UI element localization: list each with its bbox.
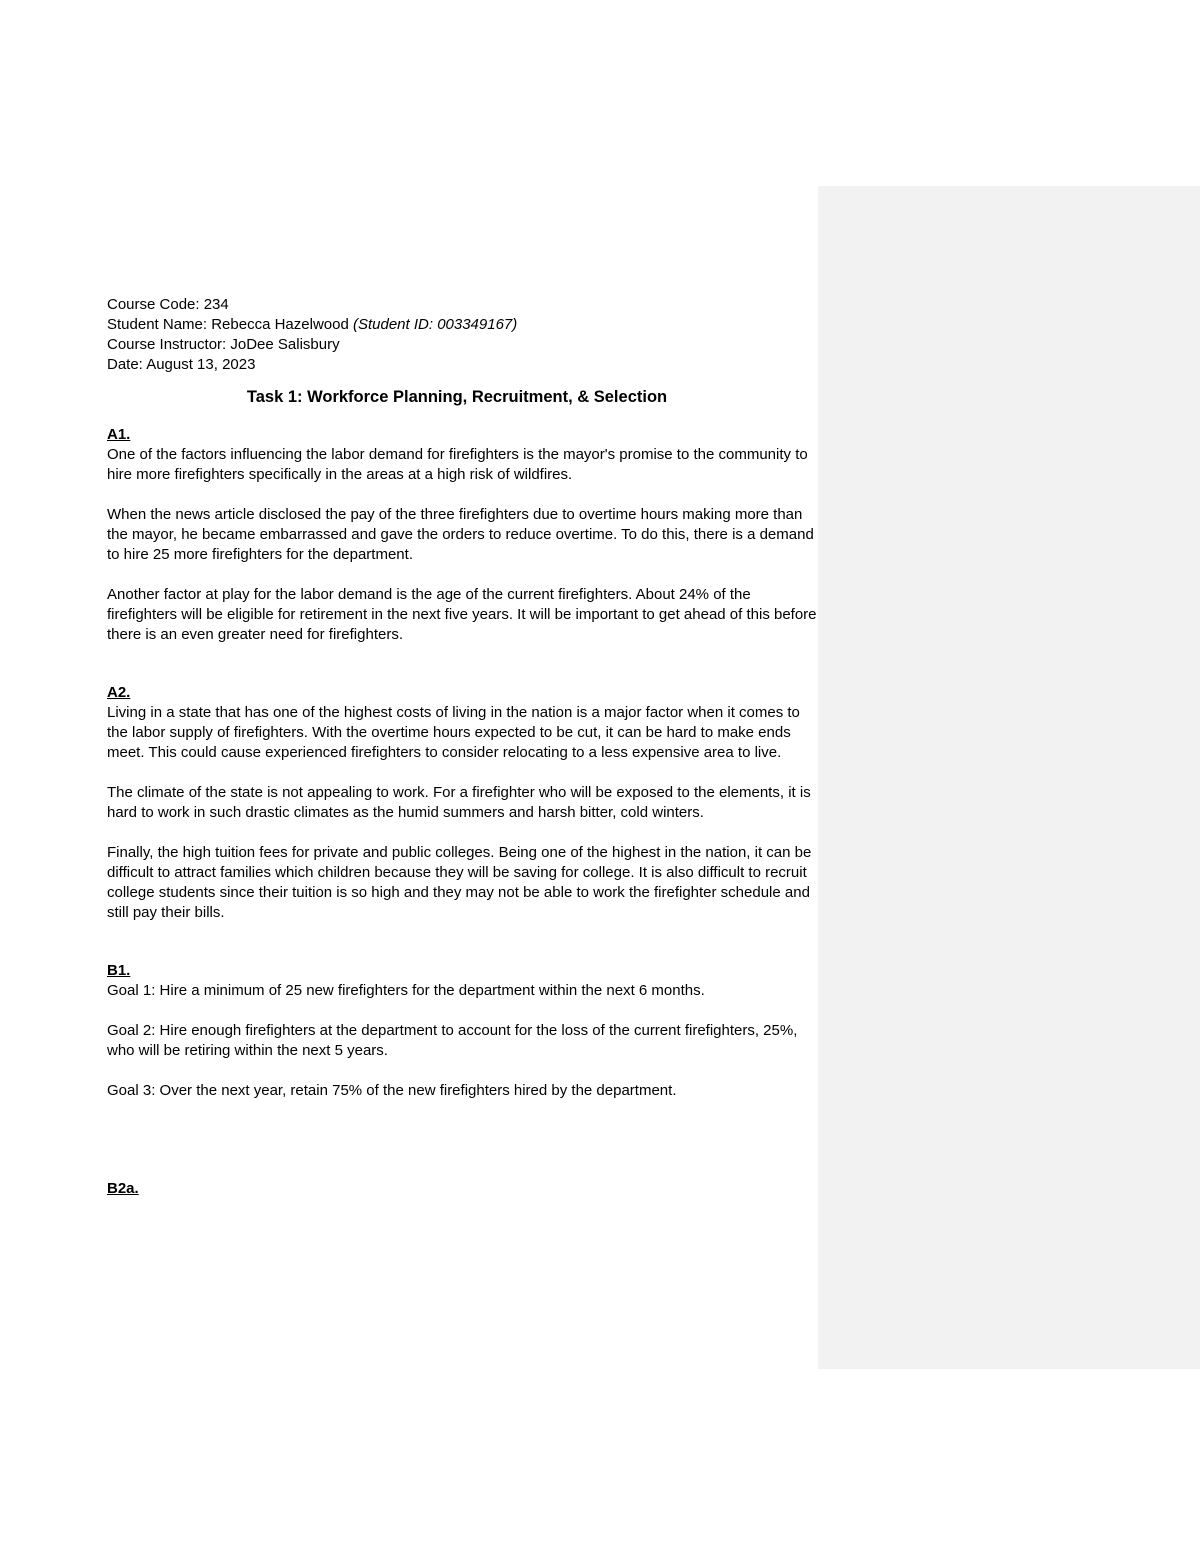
a1-paragraph-2: When the news article disclosed the pay of the three firefighters due to overtime hours making more than the mayor, he became embarrassed and gave the orders to reduce overtime. To do this, there is a demand to hire 25 more firefighters for the department. (107, 506, 814, 563)
b1-goal-2: Goal 2: Hire enough firefighters at the department to account for the loss of the current firefighters, 25%, who will be retiring within the next 5 years. (107, 1022, 798, 1059)
course-code: Course Code: 234 (107, 296, 229, 313)
document-date: Date: August 13, 2023 (107, 356, 256, 373)
document-title: Task 1: Workforce Planning, Recruitment, & Selection (246, 388, 668, 406)
b1-goal-1: Goal 1: Hire a minimum of 25 new firefighters for the department within the next 6 months. (107, 982, 705, 999)
course-instructor: Course Instructor: JoDee Salisbury (107, 336, 340, 353)
section-heading-b2a: B2a. (107, 1180, 139, 1197)
comment-pane (818, 186, 1200, 1369)
document-body (107, 295, 817, 1199)
a2-paragraph-3: Finally, the high tuition fees for private and public colleges. Being one of the highest in the nation, it can be difficult to attract families which children because they will be saving for college. It is also difficult to recruit college students since their tuition is so high and they may not be able to work the firefighter schedule and still pay their bills. (107, 844, 812, 921)
section-heading-a1: A1. (107, 426, 131, 443)
a2-paragraph-2: The climate of the state is not appealing to work. For a firefighter who will be exposed to the elements, it is hard to work in such drastic climates as the humid summers and harsh bitter, cold winters. (107, 784, 811, 821)
b1-goal-3: Goal 3: Over the next year, retain 75% of the new firefighters hired by the department. (107, 1082, 677, 1099)
section-heading-a2: A2. (107, 684, 131, 701)
section-heading-b1: B1. (107, 962, 131, 979)
a1-paragraph-3: Another factor at play for the labor demand is the age of the current firefighters. About 24% of the firefighters will be eligible for retirement in the next five years. It will be important to get ahead of this before there is an even greater need for firefighters. (107, 586, 817, 643)
a1-paragraph-1: One of the factors influencing the labor demand for firefighters is the mayor's promise to the community to hire more firefighters specifically in the areas at a high risk of wildfires. (107, 446, 808, 483)
a2-paragraph-1: Living in a state that has one of the highest costs of living in the nation is a major factor when it comes to the labor supply of firefighters. With the overtime hours expected to be cut, it can be hard to make ends meet. This could cause experienced firefighters to consider relocating to a less expensive area to live. (107, 704, 800, 761)
student-id: (Student ID: 003349167) (352, 316, 518, 333)
student-name-line (107, 315, 817, 335)
student-name: Student Name: Rebecca Hazelwood (107, 316, 349, 333)
